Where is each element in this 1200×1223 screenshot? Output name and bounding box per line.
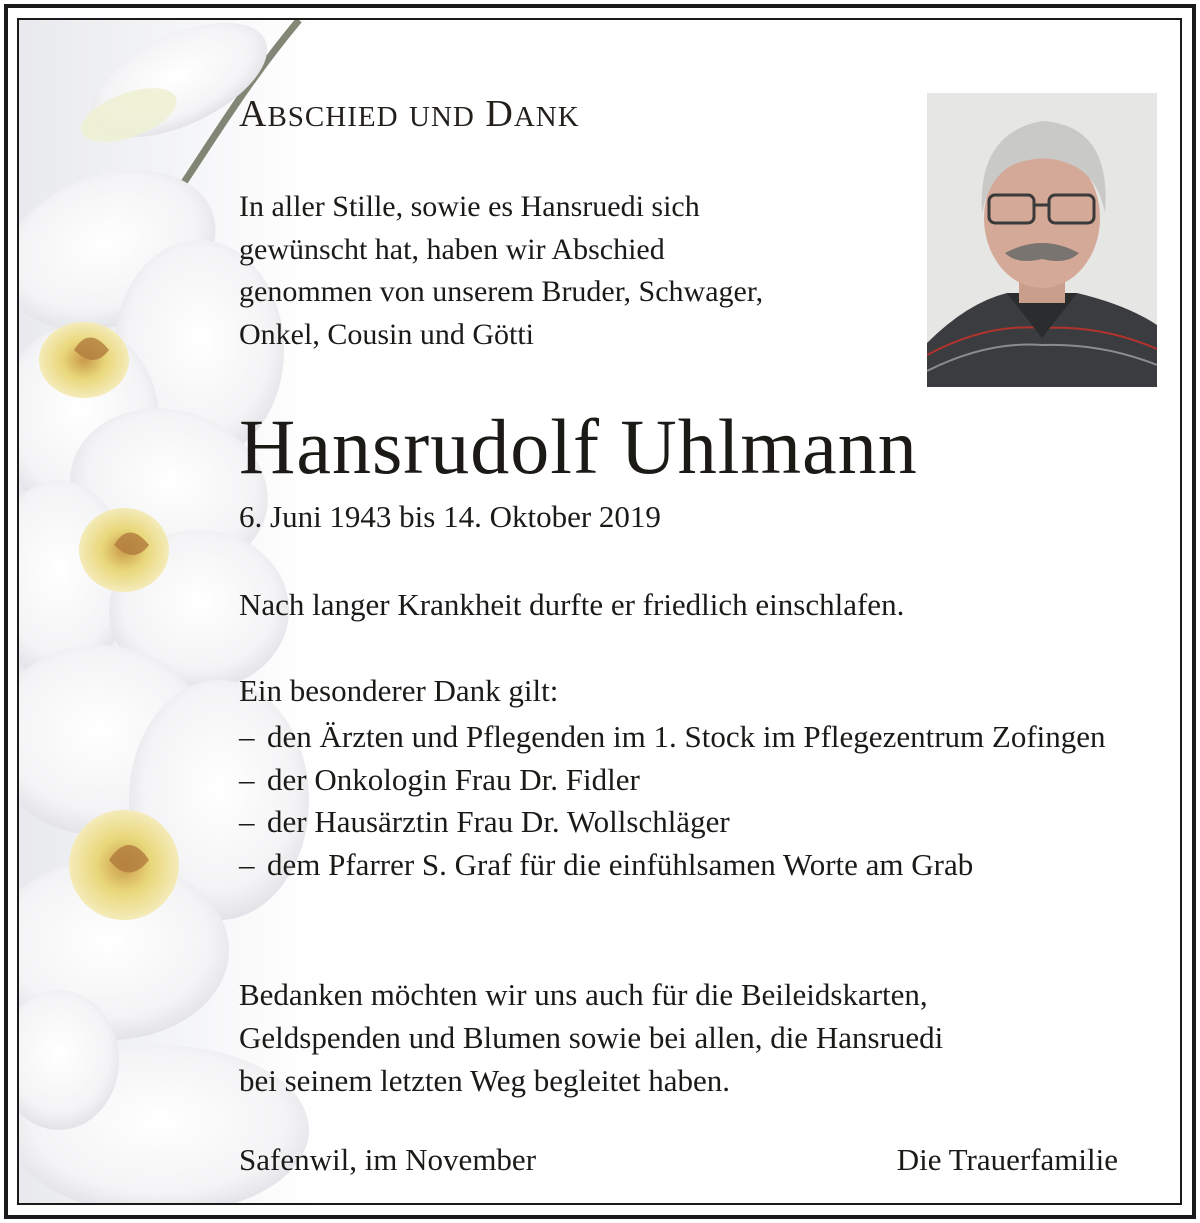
notice-card bbox=[17, 18, 1182, 1205]
deceased-name: Hansrudolf Uhlmann bbox=[239, 403, 918, 490]
thanks-item-text: dem Pfarrer S. Graf für die einfühlsamen Worte am Grab bbox=[267, 846, 974, 882]
heading-initial-d: D bbox=[485, 93, 514, 135]
portrait-photo bbox=[927, 93, 1157, 387]
heading-word-abschied: BSCHIED bbox=[267, 101, 399, 133]
dash-bullet: – bbox=[239, 719, 255, 754]
life-dates: 6. Juni 1943 bis 14. Oktober 2019 bbox=[239, 499, 661, 534]
thanks-list-item bbox=[239, 801, 1179, 844]
heading-word-und: UND bbox=[409, 101, 475, 133]
thanks-item-text: den Ärzten und Pflegenden im 1. Stock im Pflegezentrum Zofingen bbox=[267, 719, 1106, 754]
intro-line: gewünscht hat, haben wir Abschied bbox=[239, 232, 665, 266]
intro-line: In aller Stille, sowie es Hansruedi sich bbox=[239, 190, 700, 223]
intro-line: Onkel, Cousin und Götti bbox=[239, 317, 535, 351]
thanks-list bbox=[239, 716, 1179, 886]
passing-statement: Nach langer Krankheit durfte er friedlich einschlafen. bbox=[239, 587, 905, 622]
dash-bullet: – bbox=[239, 761, 255, 797]
family-signature: Die Trauerfamilie bbox=[896, 1142, 1118, 1177]
intro-text bbox=[239, 186, 909, 356]
dash-bullet: – bbox=[239, 846, 255, 882]
closing-line: Geldspenden und Blumen sowie bei allen, die Hansruedi bbox=[239, 1020, 944, 1055]
thanks-title: Ein besonderer Dank gilt: bbox=[239, 673, 559, 708]
closing-line: bei seinem letzten Weg begleitet haben. bbox=[239, 1063, 731, 1098]
dash-bullet: – bbox=[239, 804, 255, 839]
closing-text bbox=[239, 973, 1159, 1102]
thanks-item-text: der Onkologin Frau Dr. Fidler bbox=[267, 761, 640, 797]
closing-line: Bedanken möchten wir uns auch für die Beileidskarten, bbox=[239, 977, 928, 1012]
intro-line: genommen von unserem Bruder, Schwager, bbox=[239, 275, 764, 308]
thanks-item-text: der Hausärztin Frau Dr. Wollschläger bbox=[267, 804, 730, 839]
thanks-list-item bbox=[239, 844, 1179, 887]
thanks-list-item bbox=[239, 759, 1179, 802]
heading-word-dank: ANK bbox=[513, 101, 580, 133]
thanks-list-item bbox=[239, 716, 1179, 759]
heading-initial-a: A bbox=[239, 93, 268, 135]
notice-heading bbox=[239, 92, 580, 136]
place-and-month: Safenwil, im November bbox=[239, 1142, 537, 1177]
